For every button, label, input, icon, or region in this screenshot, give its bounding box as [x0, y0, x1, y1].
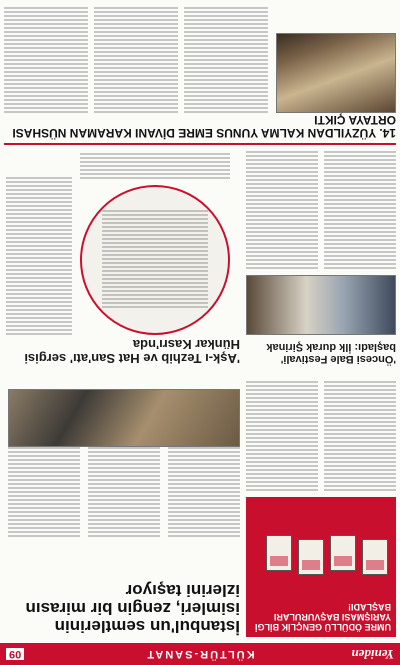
- mid-column-3: [6, 177, 72, 335]
- promo-column-1: [324, 381, 396, 491]
- promo-box: [246, 497, 396, 637]
- mid-column-2: [246, 151, 318, 269]
- top-story-photo: [8, 389, 240, 447]
- side-headline: 'Öncesi Bale Festivali' başladı: İlk durak Şirinak: [266, 341, 396, 365]
- section-title: KÜLTÜR-SANAT: [145, 648, 255, 660]
- promo-title: UMRE ÖDÜLLÜ GENÇLİK BİLGİ YARIŞMASI BAŞVURULARI BAŞLADI!: [255, 602, 391, 632]
- bottom-headline: 14. YÜZYILDAN KALMA YUNUS EMRE DİVANI KARAMAN NÜSHASI ORTAYA ÇIKTI: [4, 113, 396, 145]
- quote-circle: [80, 185, 230, 335]
- manuscript-photo: [276, 33, 396, 113]
- circle-text: [102, 210, 208, 308]
- bottom-column-3: [4, 7, 88, 113]
- mid-column-1: [324, 151, 396, 269]
- mid-headline: 'Aşk-ı Tezhib ve Hat San'atı' sergisi Hünkar Kasrı'nda: [24, 337, 240, 366]
- newspaper-logo: Yeniden: [351, 647, 394, 662]
- top-headline: İstanbul'un semtlerinin isimleri, zengin bir mirasın izlerini taşıyor: [25, 581, 240, 636]
- book-cover-image: [362, 539, 388, 575]
- book-cover-image: [298, 539, 324, 575]
- mid-column-4: [80, 153, 230, 179]
- bottom-column-1: [184, 7, 268, 113]
- book-cover-image: [266, 535, 292, 571]
- bottom-column-2: [94, 7, 178, 113]
- mid-story-photo: [246, 275, 396, 335]
- page-number: 09: [6, 648, 24, 660]
- page-header: [0, 643, 400, 665]
- promo-column-2: [246, 381, 318, 491]
- book-cover-image: [330, 535, 356, 571]
